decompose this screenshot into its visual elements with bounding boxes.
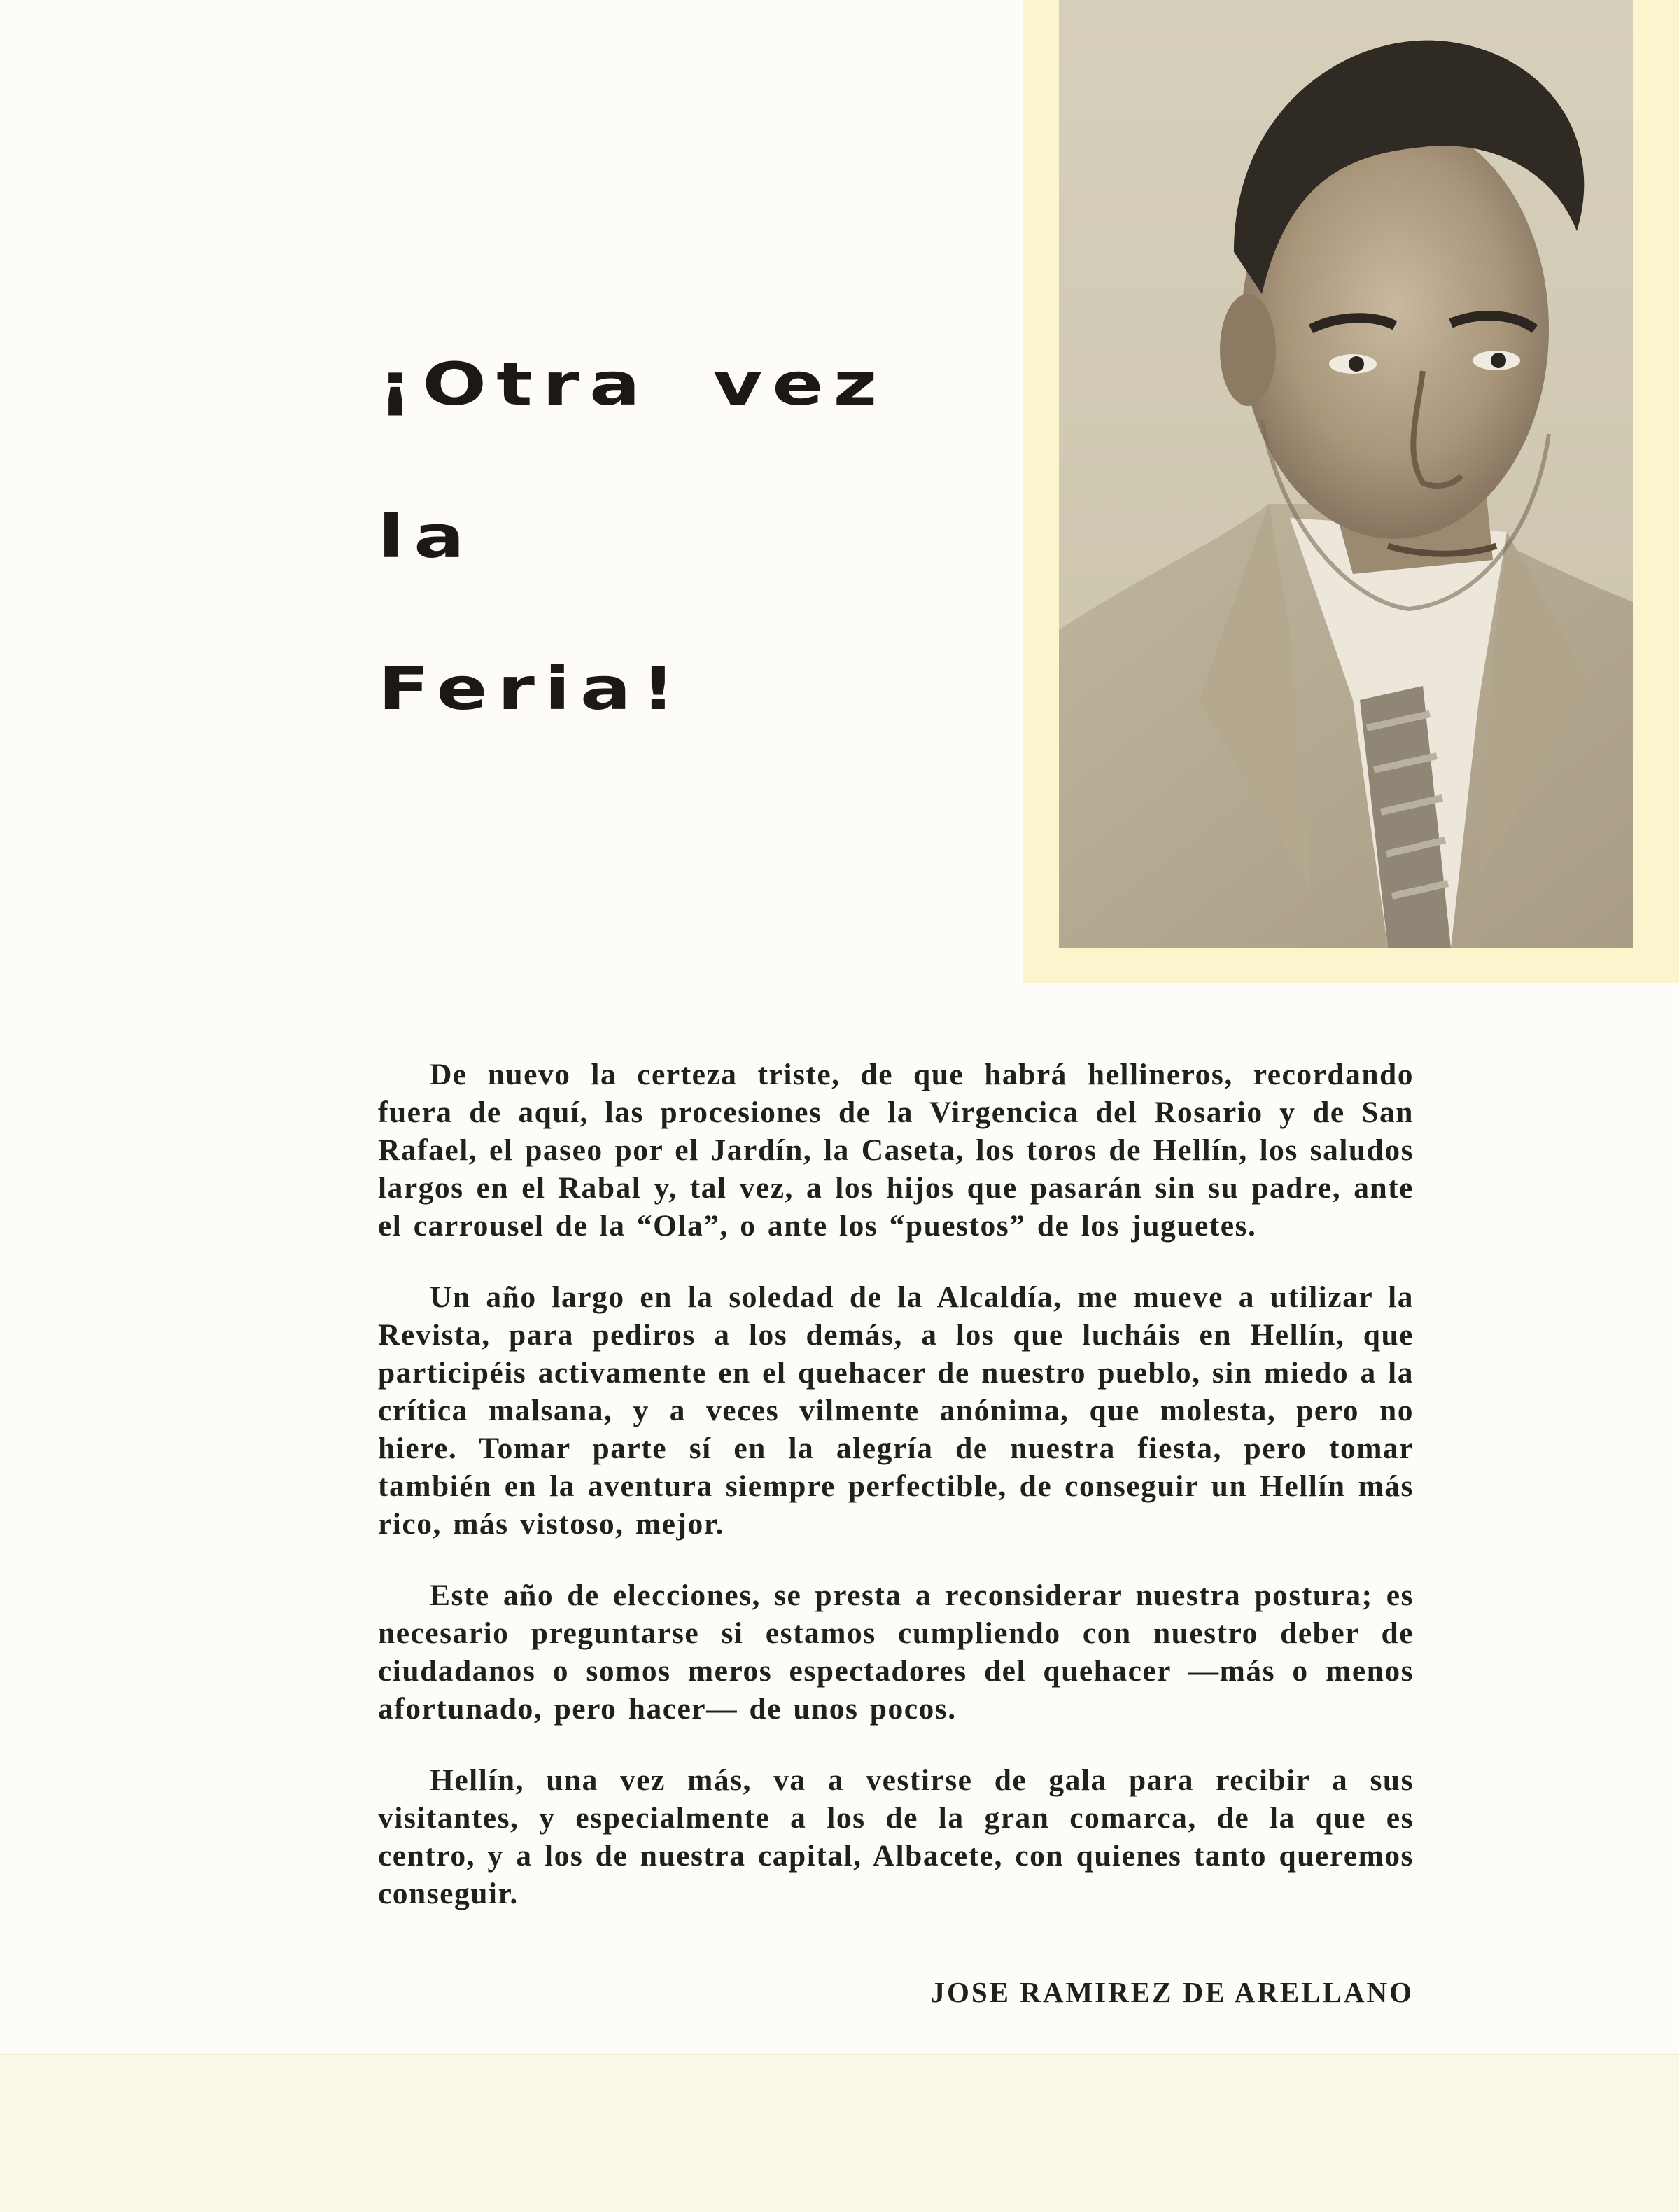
title-line-3: Feria! <box>378 654 686 724</box>
title-word-otra: ¡Otra <box>378 350 650 419</box>
paragraph-4: Hellín, una vez más, va a vestirse de gala para recibir a sus visitantes, y especialmente a los de la gran comarca, de la que es centro, y a los de nuestra capital, Albacete, con quienes tanto queremos conseguir. <box>378 1763 1414 1910</box>
paragraph-3: Este año de elecciones, se presta a reconsiderar nuestra postura; es necesario preguntarse si estamos cumpliendo con nuestro deber de ciudadanos o somos meros espectadores del quehacer —más o menos afortunado, pero hacer— de unos pocos. <box>378 1578 1414 1726</box>
title-word-vez: vez <box>712 350 887 419</box>
portrait-photo <box>1059 0 1633 948</box>
paragraph-1: De nuevo la certeza triste, de que habrá hellineros, recordando fuera de aquí, las procesiones de la Virgencica del Rosario y de San Rafael, el paseo por el Jardín, la Caseta, los toros de Hellín, los saludos largos en el Rabal y, tal vez, a los hijos que pasarán sin su padre, ante el carrousel de la “Ola”, o ante los “puestos” de los juguetes. <box>378 1058 1414 1242</box>
paragraph-2: Un año largo en la soledad de la Alcaldía, me mueve a utilizar la Revista, para pediros a los demás, a los que lucháis en Hellín, que participéis activamente en el quehacer de nuestro pueblo, sin miedo a la crítica malsana, y a veces vilmente anónima, que molesta, pero no hiere. Tomar parte sí en la alegría de nuestra fiesta, pero tomar también en la aventura siempre perfectible, de conseguir un Hellín más rico, más vistoso, mejor. <box>378 1280 1414 1541</box>
portrait-photo-icon <box>1059 0 1633 948</box>
article-body <box>378 1056 1414 1946</box>
title-line-2: la <box>378 503 475 572</box>
title-line-1 <box>378 350 887 419</box>
author-signature: JOSE RAMIREZ DE ARELLANO <box>930 1976 1414 2008</box>
bottom-band <box>0 2055 1679 2212</box>
